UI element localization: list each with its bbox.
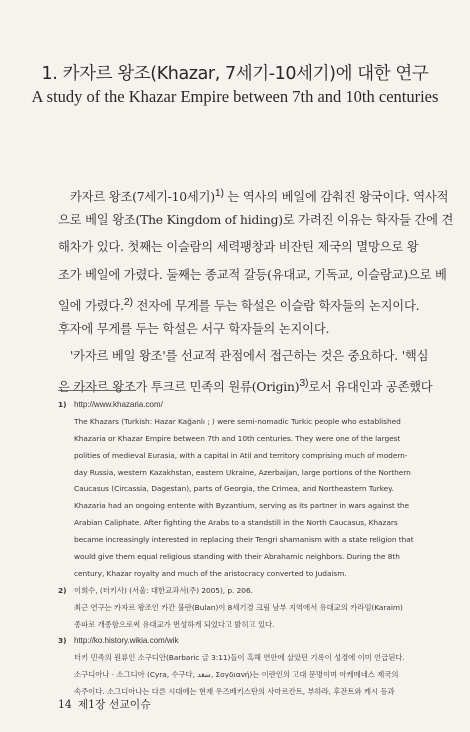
footnote-ref-1[interactable]: 1) <box>214 187 224 199</box>
footnote-ref-2[interactable]: 2) <box>123 295 133 308</box>
footnote-3-line: 터키 민족의 원류인 소구디안(Barbaric 글 3:11)들이 흑해 연안에 살았던 기록이 성경에 이미 언급된다. <box>74 653 405 663</box>
section-title-english: A study of the Khazar Empire between 7th and 10th centuries <box>31 87 439 106</box>
footnote-1-line: would give them equal religious standing with their Abrahamic neighbors. During the 8th <box>74 552 400 562</box>
page-number: 14 <box>58 698 72 711</box>
body-line: 은 카자르 왕조가 투크르 민족의 원류(Origin)$^{3)}$로서 유대인과 공존했다 <box>58 377 433 395</box>
footnote-1-line: Khazaria or Khazar Empire between 7th and 10th centuries. They were one of the largest <box>74 433 401 443</box>
footnote-3-line <box>58 633 414 650</box>
footnote-1-line: became increasingly interested in replacing their Tengri shamanism with a state religion that <box>74 535 414 545</box>
footnote-1-line: Arabian Caliphate. After fighting the Arabs to a standstill in the North Caucasus, Khazars <box>74 518 398 528</box>
footnote-1-line: polities of medieval Eurasia, with a capital in Atil and territory comprising much of modern- <box>74 450 408 460</box>
footnote-ref-3[interactable]: 3) <box>299 377 309 390</box>
footnote-1-line: The Khazars (Turkish: Hazar Kağanlı ; ) were semi-nomadic Turkic people who established <box>74 416 401 426</box>
footnote-1-line: Khazaria had an ongoing entente with Byzantium, serving as its partner in wars against the <box>74 501 410 511</box>
footnote-3-line: 소구디아나 · 소그디아 (Cyra, 수구다, سغد, Σογδιανή)는 이란인의 고대 문명이며 아케메네스 제국의 <box>74 670 399 680</box>
body-text <box>58 180 454 398</box>
footnote-2-line: 2) 이희수, (터키사) (서울: 대한교과서(주) 2005), p. 206. <box>58 583 414 600</box>
footnote-divider <box>58 390 136 391</box>
footnote-2-line: 최근 연구는 카자르 왕조인 카간 불란(Bulan)이 8세기경 크림 남부 지역에서 유대교의 카라임(Karaim) <box>74 602 403 612</box>
page-footer <box>58 697 151 712</box>
footnote-1-line: century, Khazar royalty and much of the aristocracy converted to Judaism. <box>74 568 347 578</box>
footnote-2-line: 종파로 개종함으로써 유대교가 번성하게 되었다고 밝히고 있다. <box>74 619 275 629</box>
footnote-1-line: Caucasus (Circassia, Dagestan), parts of Georgia, the Crimea, and Northeastern Turkey. <box>74 484 394 494</box>
footnote-number: 1) <box>58 400 67 409</box>
body-line: 일에 가렸다.$^{2)}$ 전자에 무게를 두는 학설은 이슬람 학자들의 논지이다. <box>58 295 420 313</box>
body-line: 후자에 무게를 두는 학설은 서구 학자들의 논지이다. <box>58 321 330 336</box>
footnote-1-line <box>58 397 414 414</box>
body-line: 해차가 있다. 첫째는 이슬람의 세력팽창과 비잔틴 제국의 멸망으로 왕 <box>58 240 419 255</box>
running-footer-chapter: 제1장 선교이슈 <box>77 698 151 711</box>
footnote-number: 3) <box>58 636 67 646</box>
body-line: 카자르 왕조(7세기-10세기)$^{1)}$ 는 역사의 베일에 감춰진 왕국이다. 역사적 <box>70 187 449 205</box>
body-line: 조가 베일에 가렸다. 둘째는 종교적 갈등(유대교, 기독교, 이슬람교)으로 베 <box>58 267 447 282</box>
section-title-korean: 1. 카자르 왕조(Khazar, 7세기-10세기)에 대한 연구 <box>41 64 429 84</box>
body-line: '카자르 베일 왕조'를 선교적 관점에서 접근하는 것은 중요하다. '핵심 <box>70 349 429 364</box>
footnote-3-line: 속주이다. 소그디아나는 다른 시대에는 현재 우즈베키스탄의 사마르칸트, 부하라, 후잔트와 케시 등과 <box>74 687 395 697</box>
footnote-link[interactable]: http://www.khazaria.com/ <box>74 400 163 409</box>
footnote-1-line: day Russia, western Kazakhstan, eastern Ukraine, Azerbaijan, large portions of the Northern <box>74 467 411 477</box>
footnotes <box>58 397 414 701</box>
body-line: 으로 베일 왕조(The Kingdom of hiding)로 가려진 이유는 학자들 간에 견 <box>58 213 454 228</box>
footnote-number: 2) <box>58 585 67 595</box>
footnote-link[interactable]: http://ko.history.wikia.com/wik <box>74 636 179 646</box>
